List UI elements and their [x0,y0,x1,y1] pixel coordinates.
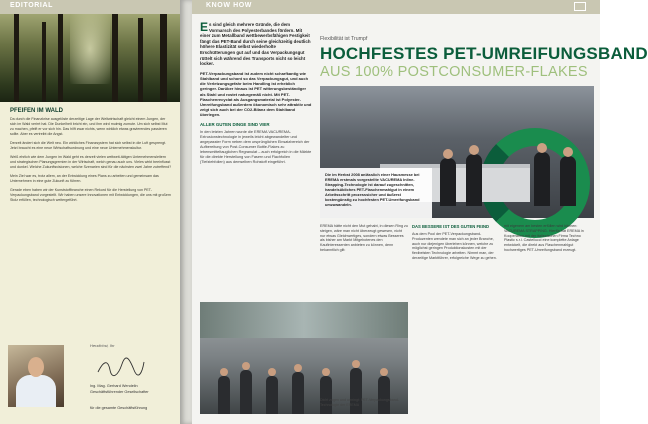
hero-caption: Die im Herbst 2008 anlässlich einer Hausmesse bei EREMA erstmals vorgestellte VACUREMA Inline-Strapping-Technologie ist darauf zugeschnitten, handelsübliches PET-Flaschenmahlgut in einem Arbeitsschritt prozesssicher und äußerst kostengünstig zu hochfesten PET-Umreifungsband umzuwandeln. [325,172,420,207]
editorial-paragraph: Weiß ehrlich wie dem Jungen im Wald geht es derzeit vielen weltweit-tätigen Unternehmensleitern und strategischen Planungsgremien in der Wirtschaft, welch genau auch uns. Vieles wirkt beeinflusst und dunkel. Welche Zukunftsvisionen, welche Szenarien sind für die nächsten zwei Jahre zutreffend? [10,155,172,169]
signer-role-secondary: für die gesamte Geschäftsführung [90,406,148,410]
forest-photo [0,14,180,102]
article-paragraph: EREMA hätte nicht den Mut gehabt, in diesen Ring zu steigen, wäre man nicht überzeugt gewesen, nicht nur etwas Gleichwertiges, sondern etwas Besseres als bisher am Markt Mitgebotenes den Kaufinteressenten anbieten zu können, denn bekanntlich gilt: [320,224,408,252]
page-gutter [180,0,192,424]
editorial-paragraph: Derzeit ändert sich die Welt neu. Ein wirkliches Finanzsystem hat sich selbst in die Luft gesprengt. Jetzt braucht es eine neue Wirtschaftsordnung und eine neue Unternehmenskultur. [10,141,167,150]
editorial-signoff [0,340,180,424]
visitor [240,370,252,414]
article-column-3 [412,224,500,264]
article-paragraph: mit eigenem am besten erfüllen wird können: VACUREMA STRAPPING. Hierfür hat EREMA in Kooperation mit der italienischen Firma Techno Plastic s.r.l. Castellucci eine komplette Anlage entwickelt, die direkt aus Flaschenmahlgut hochwertiges PET-Umreifungsband erzeugt. [504,224,584,252]
portrait-shirt [16,375,56,407]
tree-trunk [112,14,118,102]
section-tag-knowhow: KNOW HOW [206,2,253,9]
person [466,154,482,206]
drop-cap: E [200,20,209,34]
editorial-paragraph: Da durch die Finanzkrise ausgelöste derzeitige Lage der Weltwirtschaft gleicht einem Jungen, der sich im Wald verirrt hat. Die Dunkelheit bricht ein, und ihm wird mulmig zumute. Um sich selbst Mut zu machen, pfeift er vor sich hin. Das hilft zwar nichts, wenn wirklich etwas gravierendes passieren sollte. Aber es vertreibt die Angst. [10,117,168,136]
article-paragraph: Aus dem Pool der PET-Verpackungsband-Produzenten wendete man sich an jeder Branche, auch nur diejenigen überleben können, welche zu möglichst geringen Produktionskosten mit der flexibelsten Technologie arbeiten. Nimmt man, der derzeitige Marktführer, erfolgreiche Wege zu gehen. [412,232,497,260]
article-intro [200,22,312,67]
article-column-1 [200,22,312,169]
forest-light-ray [70,14,110,84]
signoff-greeting: Herzlichst, Ihr [90,343,115,348]
tree-trunk [42,22,46,102]
article-subheading: ALLER GUTEN DINGE SIND VIER [200,121,270,127]
hero-caption-box [320,168,432,218]
right-page [192,0,648,424]
visitor [378,376,390,414]
tree-trunk [160,14,167,102]
article-kicker: Flexibilität ist Trumpf [320,36,368,42]
tree-trunk [14,14,19,102]
editorial-paragraph: Mein Ziel war es, trotz allem, an der Entwicklung eines Plans zu arbeiten und gemeinsam das Unternehmen in eine gute Zukunft zu führen. [10,174,159,183]
person [560,156,576,206]
editorial-title: PFEIFEN IM WALD [10,108,63,114]
section-tag-editorial: EDITORIAL [10,2,53,9]
author-portrait [8,345,64,407]
visitor [218,376,230,414]
signature-icon [96,356,146,378]
editorial-paragraph: Gerade eben haben wir der Kunststoffbranche einen Rekord für die Herstellung von PET-Verpackungsband vorgestellt. Wir haben unsere Innovationen mit Entwicklungen, die uns mit großem Stolz erfüllen, technologisch weitergeführt. [10,188,171,202]
article-paragraph: In den letzten Jahren wurde die EREMA VACUREMA-Extrusionstechnologie in jeweils leicht abgewandelter und angepasster Form neben dem ursprünglichen Einsatzbereich der Aufbereitung von Post-Consumer Bottle-Flakes zu lebensmitteltauglichen Regranulat – auch erfolgreich in die Märkte für die direkte Herstellung von Fasern und Flachfolien (Tiefziehfolien) aus demselben Rohstoff eingeführt. [200,129,312,164]
photo-caption: Dicht zogen und umringt: PET-Verpackungsband-Technologie der EREMA [320,398,399,407]
portrait-face [28,357,44,377]
page-icon [574,2,586,11]
signer-role: Geschäftsführender Gesellschafter [90,390,149,394]
editorial-body [10,108,172,207]
booth-backdrop [200,302,408,338]
article-column-2 [320,224,408,256]
article-column-4 [504,224,592,256]
tree-trunk [58,14,63,102]
visitor [320,376,332,414]
left-page [0,0,180,424]
visitor [266,376,278,414]
article-bold-paragraph: PET-Verpackungsband ist zudem nicht scharfkantig wie Stahlband und schont so das Verpackungsgut, und auch die Verletzungsgefahr beim Handling ist erheblich geringer. Darüber hinaus ist PET witterungsbeständiger als Stahl und rostet naturgemäß nicht. Mit PET-Flaschenrecyclat als Ausgangsmaterial ist Polyester-Umreifungsband außerdem ökonomisch sehr attraktiv und zeigt sich auch bei der CO2-Bilanz dem Stahlband überlegen. [200,70,312,118]
signer-name: Ing. Mag. Gerhard Wendelin [90,384,138,388]
visitor [292,372,304,414]
article-subheadline: AUS 100% POSTCONSUMER-FLAKES [320,64,588,80]
person [440,158,456,206]
person [534,152,550,206]
article-headline: HOCHFESTES PET-UMREIFUNGSBAND [320,44,648,63]
article-subheading: DAS BESSERE IST DES GUTEN FEIND [412,224,490,229]
tree-trunk [138,18,143,102]
intro-text: s sind gleich mehrere Gründe, die dem Vormarsch des Polyesterbandes fördern. Mit einer zum Metallband wettbewerbsfähigen Festigkeit fängt das PET-Band durch seine gleichzeitig deutlich höhere Elastizität selbst wiederholte Erschütterungen gut auf und das Verpackungsgut rüttelt sich während des Transports nicht so leicht locker. [200,22,311,67]
right-page-header [192,0,600,14]
left-page-header [0,0,180,14]
